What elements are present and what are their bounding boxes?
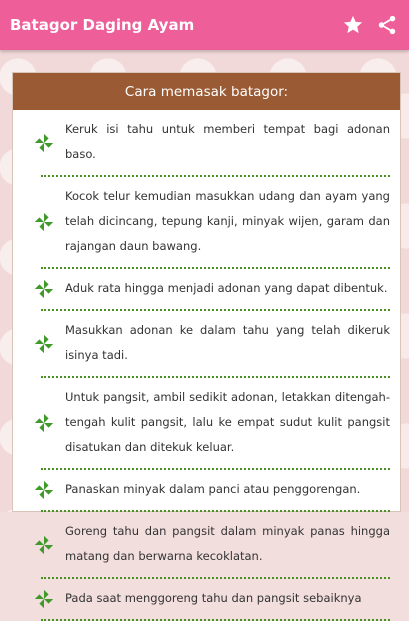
- pinwheel-icon: [33, 588, 55, 610]
- list-item: [41, 470, 390, 512]
- pinwheel-icon: [33, 278, 55, 300]
- pinwheel-icon: [33, 211, 55, 233]
- pinwheel-icon: [33, 479, 55, 501]
- pinwheel-icon: [33, 534, 55, 556]
- pinwheel-icon: [33, 333, 55, 355]
- step-text: Aduk rata hingga menjadi adonan yang dapat dibentuk.: [65, 281, 388, 295]
- list-item: [41, 512, 390, 579]
- page-title: Batagor Daging Ayam: [10, 16, 195, 34]
- list-item: [41, 177, 390, 269]
- steps-list: [13, 110, 400, 621]
- list-item: [41, 269, 390, 311]
- step-text: Untuk pangsit, ambil sedikit adonan, letakkan ditengah-tengah kulit pangsit, lalu ke empat sudut kulit pangsit disatukan dan ditekuk keluar.: [65, 390, 390, 454]
- step-text: Masukkan adonan ke dalam tahu yang telah dikeruk isinya tadi.: [65, 323, 390, 362]
- list-item: [41, 311, 390, 378]
- share-icon[interactable]: [375, 13, 399, 37]
- step-text: Goreng tahu dan pangsit dalam minyak panas hingga matang dan berwarna kecoklatan.: [65, 524, 390, 563]
- app-bar: [0, 0, 409, 50]
- step-text: Keruk isi tahu untuk memberi tempat bagi adonan baso.: [65, 122, 390, 161]
- star-icon[interactable]: [341, 13, 365, 37]
- pinwheel-icon: [33, 132, 55, 154]
- list-item: [41, 110, 390, 177]
- step-text: Pada saat menggoreng tahu dan pangsit sebaiknya: [65, 591, 362, 605]
- recipe-card: [12, 72, 401, 605]
- list-item: [41, 378, 390, 470]
- step-text: Panaskan minyak dalam panci atau penggorengan.: [65, 482, 361, 496]
- card-header: Cara memasak batagor:: [13, 73, 400, 110]
- pinwheel-icon: [33, 412, 55, 434]
- step-text: Kocok telur kemudian masukkan udang dan ayam yang telah dicincang, tepung kanji, minyak wijen, garam dan rajangan daun bawang.: [65, 189, 390, 253]
- list-item: [41, 579, 390, 621]
